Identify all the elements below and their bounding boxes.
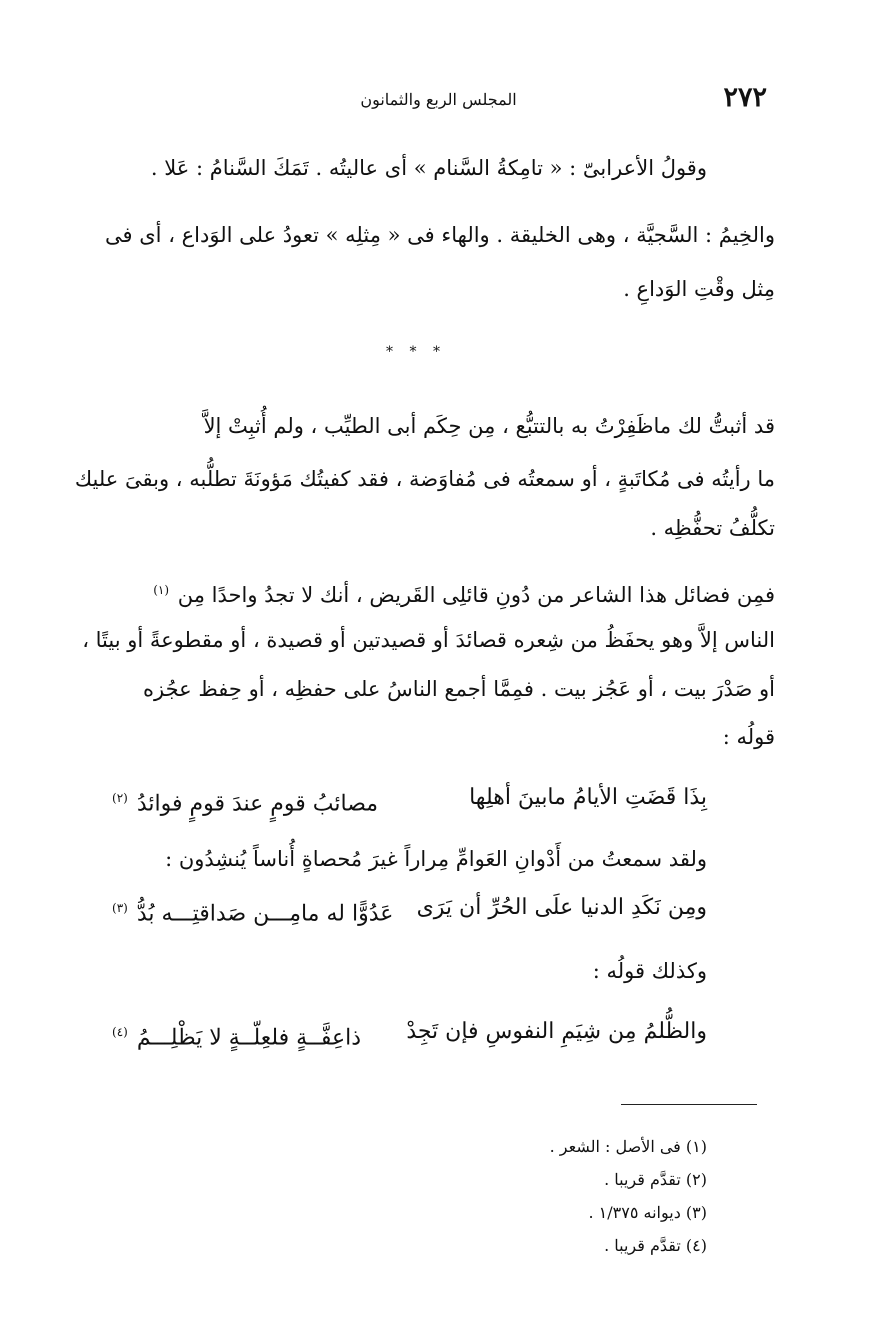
text-line: أو صَدْرَ بيت ، أو عَجُز بيت . فمِمَّا أجمع الناسُ على حفظِه ، أو حِفظ عجُزه: [143, 677, 775, 701]
verse-second-hemistich: [110, 1012, 361, 1058]
verse-line: [110, 888, 707, 928]
text-line: تكلُّفُ تحفُّظِه .: [650, 516, 775, 540]
footnote-mark: (٢): [112, 791, 128, 805]
footnote-mark: (٤): [112, 1025, 128, 1039]
text-line: مِثل وقْتِ الوَداعِ .: [623, 277, 775, 301]
footnote-rule: [621, 1104, 757, 1105]
text-line: الناس إلاَّ وهو يحفَظُ من شِعره قصائدَ أو قصيدتين أو قصيدة ، أو مقطوعةً أو بيتًا ،: [82, 628, 775, 652]
text-line: [151, 575, 775, 610]
running-title: المجلس الربع والثمانون: [360, 90, 517, 109]
verse-line: [110, 778, 707, 818]
verse-line: [110, 1012, 707, 1052]
text-line: قد أثبتُّ لك ماظَفِرْتُ به بالتتبُّع ، مِن حِكَم أبى الطيِّب ، ولم أُثبِتْ إلاَّ: [203, 414, 775, 438]
verse-first-hemistich: بِذَا قَضَتِ الأيامُ مابينَ أهلِها: [469, 785, 707, 810]
verse-second-text: عَدُوًّا له مامِـــن صَداقتِـــه بُدُّ: [136, 901, 394, 927]
page-number: ٢٧٢: [723, 82, 767, 113]
footnote: (٣) ديوانه ١/٣٧٥ .: [588, 1203, 707, 1222]
section-ornament: * * *: [386, 344, 446, 360]
text-line: ما رأيتُه فى مُكاتَبةٍ ، أو سمعتُه فى مُفاوَضة ، فقد كفيتُك مَؤونَةَ تطلُّبه ، وبقىَ عليك: [74, 467, 775, 491]
footnote-mark: (١): [153, 583, 170, 597]
footnote: (٢) تقدَّم قريبا .: [604, 1170, 707, 1189]
footnote-mark: (٣): [112, 901, 128, 915]
text-line: ولقد سمعتُ من أَدْوانِ العَوامِّ مِراراً غيرَ مُحصاةٍ أُناساً يُنشِدُون :: [165, 847, 707, 871]
text-line: قولُه :: [722, 725, 775, 749]
page-header: [110, 82, 767, 116]
verse-second-hemistich: [110, 778, 378, 824]
text-line-body: فمِن فضائل هذا الشاعر من دُونِ قائلِى القَريض ، أنك لا تجدُ واحدًا مِن: [177, 583, 775, 607]
text-line: وكذلك قولُه :: [592, 959, 707, 983]
footnote: (١) فى الأصل : الشعر .: [549, 1137, 707, 1156]
footnote: (٤) تقدَّم قريبا .: [604, 1236, 707, 1255]
verse-second-text: ذاعِفَّــةٍ فلعِلّــةٍ لا يَظْلِـــمُ: [136, 1025, 362, 1051]
text-line: والخِيمُ : السَّجيَّة ، وهى الخليقة . والهاء فى « مِثلِه » تعودُ على الوَداع ، أى فى: [105, 223, 775, 247]
verse-second-hemistich: [110, 888, 393, 934]
verse-first-hemistich: ومِن نَكَدِ الدنيا علَى الحُرِّ أن يَرَى: [416, 895, 707, 920]
verse-first-hemistich: والظُّلمُ مِن شِيَمِ النفوسِ فإن تَجِدْ: [406, 1019, 707, 1044]
verse-second-text: مصائبُ قومٍ عندَ قومٍ فوائدُ: [136, 791, 379, 817]
text-line: وقولُ الأعرابىّ : « تامِكةُ السَّنام » أى عاليتُه . تَمَكَ السَّنامُ : عَلا .: [150, 156, 707, 180]
